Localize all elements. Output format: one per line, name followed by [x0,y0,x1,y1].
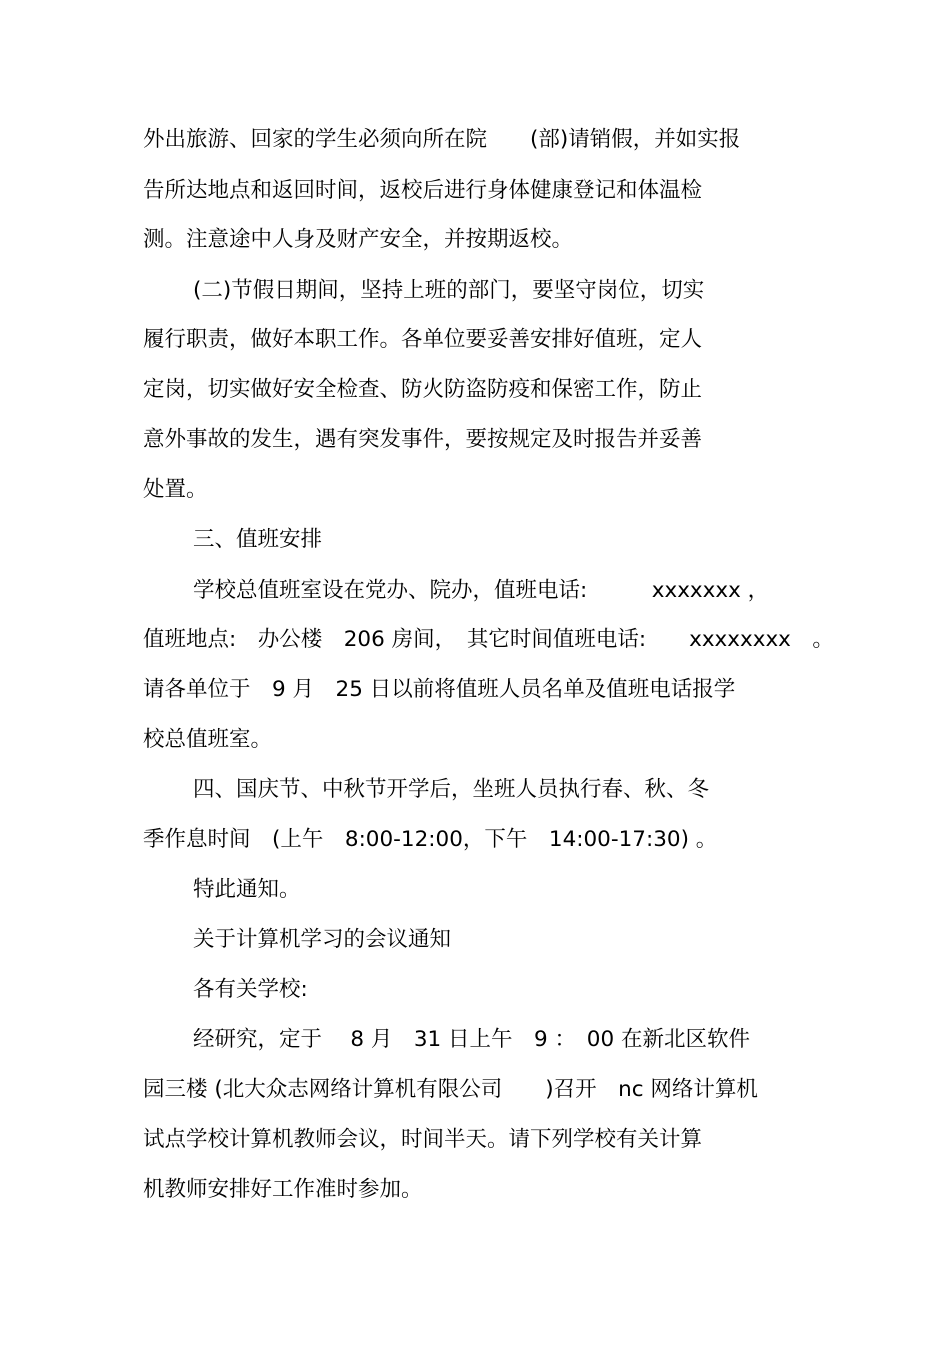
text-line-1: 外出旅游、回家的学生必须向所在院 (部)请销假，并如实报 [143,127,741,152]
text-line-14: 四、国庆节、中秋节开学后，坐班人员执行春、秋、冬 [193,777,710,802]
text-line-11: 值班地点: 办公楼 206 房间， 其它时间值班电话: xxxxxxxx 。 [143,627,834,652]
text-line-10: 学校总值班室设在党办、院办，值班电话: xxxxxxx ， [193,578,770,603]
text-line-19: 经研究，定于 8 月 31 日上午 9 ： 00 在新北区软件 [193,1027,750,1052]
text-line-13: 校总值班室。 [143,727,273,752]
text-line-12: 请各单位于 9 月 25 日以前将值班人员名单及值班电话报学 [143,677,736,702]
text-line-5: 履行职责，做好本职工作。各单位要妥善安排好值班，定人 [143,327,703,352]
text-line-4: (二)节假日期间，坚持上班的部门，要坚守岗位，切实 [193,278,705,303]
section-heading-duty: 三、值班安排 [193,527,323,552]
text-line-6: 定岗，切实做好安全检查、防火防盗防疫和保密工作，防止 [143,377,703,402]
closing-notice: 特此通知。 [193,877,301,902]
text-line-22: 机教师安排好工作准时参加。 [143,1177,423,1202]
salutation: 各有关学校: [193,977,308,1002]
text-line-20: 园三楼 (北大众志网络计算机有限公司 )召开 nc 网络计算机 [143,1077,758,1102]
text-line-8: 处置。 [143,477,208,502]
notice-title: 关于计算机学习的会议通知 [193,927,452,952]
text-line-21: 试点学校计算机教师会议，时间半天。请下列学校有关计算 [143,1127,703,1152]
text-line-7: 意外事故的发生，遇有突发事件，要按规定及时报告并妥善 [143,427,703,452]
text-line-2: 告所达地点和返回时间，返校后进行身体健康登记和体温检 [143,178,703,203]
text-line-15: 季作息时间 (上午 8:00-12:00，下午 14:00-17:30) 。 [143,827,718,852]
text-line-3: 测。注意途中人身及财产安全，并按期返校。 [143,227,574,252]
